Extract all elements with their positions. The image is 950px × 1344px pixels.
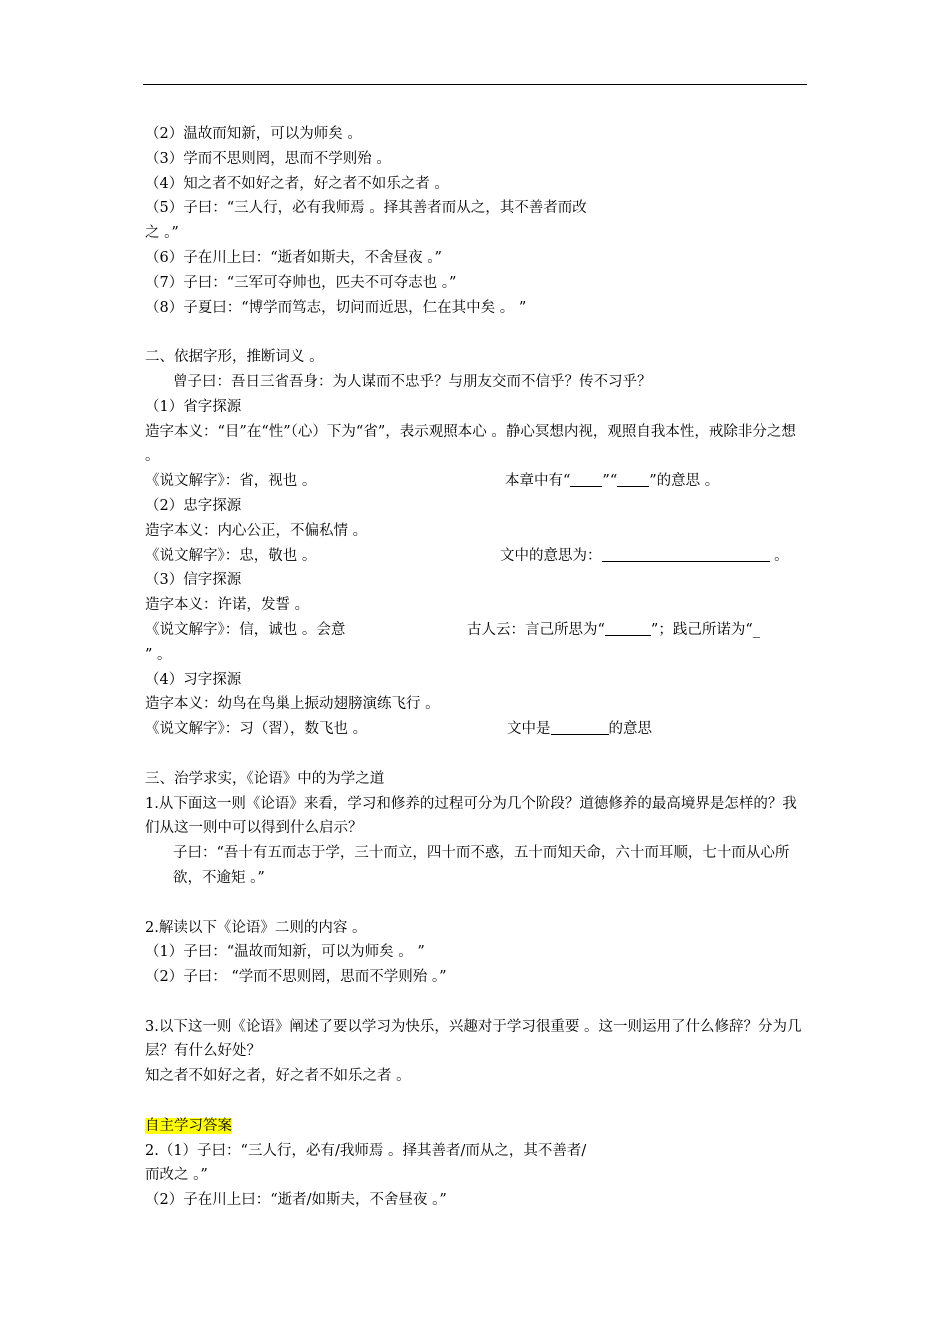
xin-question-tail: ” 。 — [145, 646, 172, 663]
answer-blank[interactable] — [602, 544, 770, 562]
zhong-heading: （2）忠字探源 — [145, 497, 242, 514]
answers-section — [145, 1114, 809, 1213]
header-rule — [143, 84, 807, 85]
xin-question-row — [145, 618, 809, 643]
document-body — [145, 122, 809, 1213]
answer-line: 2.（1）子曰：“三人行，必有/我师焉 。择其善者/而从之，其不善者/ — [145, 1142, 587, 1159]
section-2-character-meaning — [145, 345, 809, 742]
recitation-line: （5）子曰：“三人行，必有我师焉 。择其善者而从之，其不善者而改 — [145, 200, 587, 217]
answer-blank[interactable] — [570, 469, 602, 487]
question-1: 1.从下面这一则《论语》来看，学习和修养的过程可分为几个阶段？道德修养的最高境界是怎样的？我们从这一则中可以得到什么启示？ — [145, 795, 797, 837]
question-3-quote: 知之者不如好之者，好之者不如乐之者 。 — [145, 1068, 411, 1085]
section-3-title: 三、治学求实，《论语》中的为学之道 — [145, 770, 385, 787]
xin-question: 古人云：言己所思为“ ”；践己所诺为“_ — [467, 618, 760, 643]
section-1-recitation — [145, 122, 809, 320]
section-3-learning — [145, 767, 809, 1089]
answer-blank[interactable] — [605, 618, 651, 636]
xi-question-row — [145, 717, 809, 742]
xi-origin: 造字本义：幼鸟在鸟巢上振动翅膀演练飞行 。 — [145, 696, 440, 713]
recitation-line: （4）知之者不如好之者，好之者不如乐之者 。 — [145, 175, 449, 192]
recitation-line: （6）子在川上曰：“逝者如斯夫，不舍昼夜 。” — [145, 249, 442, 266]
recitation-line: 之 。” — [145, 225, 179, 242]
question-2: 2.解读以下《论语》二则的内容 。 — [145, 919, 367, 936]
answer-line: 而改之 。” — [145, 1167, 208, 1184]
question-2-item: （1）子曰：“温故而知新，可以为师矣 。 ” — [145, 944, 425, 961]
answers-title: 自主学习答案 — [145, 1117, 232, 1134]
question-1-quote: 子曰：“吾十有五而志于学，三十而立，四十而不惑，五十而知天命，六十而耳顺，七十而从心所欲，不逾矩 。” — [173, 845, 790, 886]
question-3: 3.以下这一则《论语》阐述了要以学习为快乐，兴趣对于学习很重要 。这一则运用了什么修辞？分为几层？有什么好处？ — [145, 1018, 802, 1060]
xing-heading: （1）省字探源 — [145, 398, 242, 415]
recitation-line: （2）温故而知新，可以为师矣 。 — [145, 126, 362, 142]
zengzi-quote: 曾子曰：吾日三省吾身：为人谋而不忠乎？与朋友交而不信乎？传不习乎？ — [173, 373, 652, 390]
xing-question: 本章中有“ ”“ ”的意思 。 — [505, 469, 719, 494]
section-2-title: 二、依据字形，推断词义 。 — [145, 349, 324, 366]
xin-shuowen: 《说文解字》：信，诚也 。会意 — [145, 621, 346, 638]
answer-line: （2）子在川上曰：“逝者/如斯夫，不舍昼夜 。” — [145, 1192, 447, 1209]
recitation-line: （7）子曰：“三军可夺帅也，匹夫不可夺志也 。” — [145, 274, 457, 291]
zhong-origin: 造字本义：内心公正，不偏私情 。 — [145, 522, 368, 539]
zhong-question-row — [145, 544, 809, 569]
xi-question: 文中是 的意思 — [507, 717, 652, 742]
xin-origin: 造字本义：许诺，发誓 。 — [145, 597, 310, 614]
recitation-line: （8）子夏曰：“博学而笃志，切问而近思，仁在其中矣 。 ” — [145, 299, 527, 316]
answer-blank[interactable] — [617, 469, 649, 487]
question-2-item: （2）子曰： “学而不思则罔，思而不学则殆 。” — [145, 969, 447, 986]
answer-blank[interactable] — [551, 717, 609, 735]
xing-shuowen: 《说文解字》：省，视也 。 — [145, 473, 317, 490]
xing-origin: 造字本义：“目”在“性”（心）下为“省”，表示观照本心 。静心冥想内视，观照自我本性，戒除非分之想 。 — [145, 423, 796, 465]
zhong-shuowen: 《说文解字》：忠，敬也 。 — [145, 547, 317, 564]
zhong-question: 文中的意思为： 。 — [500, 544, 789, 569]
recitation-line: （3）学而不思则罔，思而不学则殆 。 — [145, 150, 391, 167]
xin-heading: （3）信字探源 — [145, 572, 242, 589]
xi-heading: （4）习字探源 — [145, 671, 242, 688]
xing-question-row — [145, 469, 809, 494]
xi-shuowen: 《说文解字》：习（習），数飞也 。 — [145, 721, 368, 738]
